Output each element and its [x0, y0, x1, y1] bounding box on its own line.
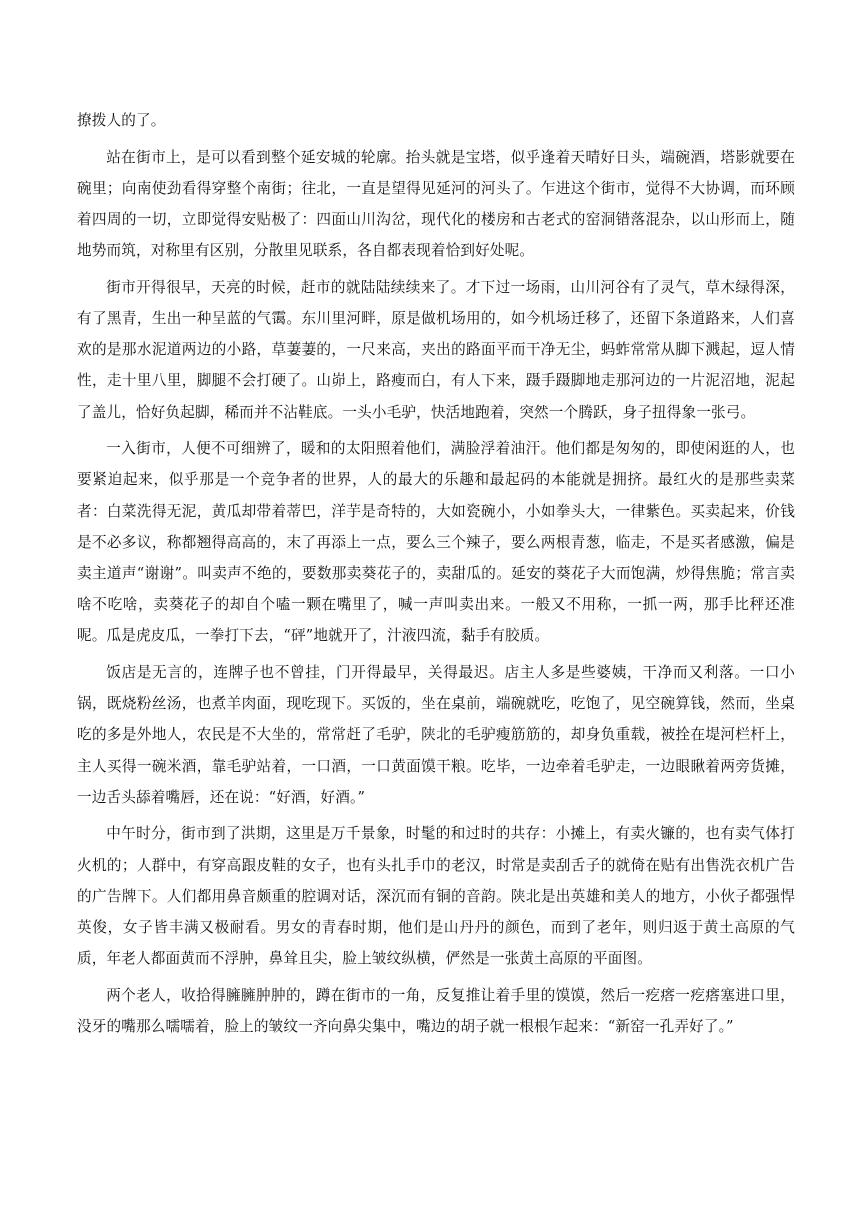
paragraph-vendors: 一入街市，人便不可细辨了，暖和的太阳照着他们，满脸浮着油汗。他们都是匆匆的，即使闲逛的人，也要紧迫起来，似乎那是一个竞争者的世界，人的最大的乐趣和最起码的本能就是拥挤。最红火的是那些卖菜者：白菜洗得无泥，黄瓜却带着蒂巴，洋芋是奇特的，大如瓷碗小，小如拳头大，一律紫色。买卖起来，价钱是不必多议，称都翘得高高的，末了再添上一点，要么三个辣子，要么两根青葱，临走，不是买者感激，偏是卖主道声“谢谢”。叫卖声不绝的，要数那卖葵花子的，卖甜瓜的。延安的葵花子大而饱满，炒得焦脆；常言卖啥不吃啥，卖葵花子的却自个嗑一颗在嘴里了，喊一声叫卖出来。一般又不用称，一抓一两，那手比秤还准呢。瓜是虎皮瓜，一拳打下去，“砰”地就开了，汁液四流，黏手有胶质。 [77, 440, 795, 645]
paragraph-continuation: 撩拨人的了。 [77, 112, 166, 129]
document-page [77, 105, 795, 1048]
paragraph-morning-market: 街市开得很早，天亮的时候，赶市的就陆陆续续来了。才下过一场雨，山川河谷有了灵气，草木绿得深，有了黑青，生出一种呈蓝的气霭。东川里河畔，原是做机场用的，如今机场迁移了，还留下条道路来，人们喜欢的是那水泥道两边的小路，草萋萋的，一尺来高，夹出的路面平而干净无尘，蚂蚱常常从脚下溅起，逗人情性，走十里八里，脚腿不会打硬了。山峁上，路瘦而白，有人下来，蹑手蹑脚地走那河边的一片泥沼地，泥起了盖儿，恰好负起脚，稀而并不沾鞋底。一头小毛驴，快活地跑着，突然一个腾跃，身子扭得象一张弓。 [77, 278, 795, 421]
paragraph-restaurant: 饭店是无言的，连牌子也不曾挂，门开得最早，关得最迟。店主人多是些婆姨，干净而又利落。一口小锅，既烧粉丝汤，也煮羊肉面，现吃现下。买饭的，坐在桌前，端碗就吃，吃饱了，见空碗算钱，然而，坐桌吃的多是外地人，农民是不大坐的，常常赶了毛驴，陕北的毛驴瘦筋筋的，却身负重载，被拴在堤河栏杆上，主人买得一碗米酒，靠毛驴站着，一口酒，一口黄面馍干粮。吃毕，一边牵着毛驴走，一边眼瞅着两旁货摊，一边舌头舔着嘴唇，还在说：“好酒，好酒。” [77, 664, 795, 806]
paragraph-noon-scene: 中午时分，街市到了洪期，这里是万千景象，时髦的和过时的共存：小摊上，有卖火镰的，也有卖气体打火机的；人群中，有穿高跟皮鞋的女子，也有头扎手巾的老汉，时常是卖刮舌子的就倚在贴有出售洗衣机广告的广告牌下。人们都用鼻音颇重的腔调对话，深沉而有铜的音韵。陕北是出英雄和美人的地方，小伙子都强悍英俊，女子皆丰满又极耐看。男女的青春时期，他们是山丹丹的颜色，而到了老年，则归返于黄土高原的气质，年老人都面黄而不浮肿，鼻耸且尖，脸上皱纹纵横，俨然是一张黄土高原的平面图。 [77, 825, 795, 968]
paragraph-two-elders: 两个老人，收拾得臃臃肿肿的，蹲在街市的一角，反复推让着手里的馍馍，然后一疙瘩一疙瘩塞进口里，没牙的嘴那么嚅嚅着，脸上的皱纹一齐向鼻尖集中，嘴边的胡子就一根根乍起来：“新窑一孔弄好了。” [77, 986, 795, 1036]
paragraph-city-outline: 站在街市上，是可以看到整个延安城的轮廓。抬头就是宝塔，似乎逢着天晴好日头，端碗酒，塔影就要在碗里；向南使劲看得穿整个南街；往北，一直是望得见延河的河头了。乍进这个街市，觉得不大协调，而环顾着四周的一切，立即觉得安贴极了：四面山川沟岔，现代化的楼房和古老式的窑洞错落混杂，以山形而上，随地势而筑，对称里有区别，分散里见联系，各自都表现着恰到好处呢。 [77, 148, 795, 260]
